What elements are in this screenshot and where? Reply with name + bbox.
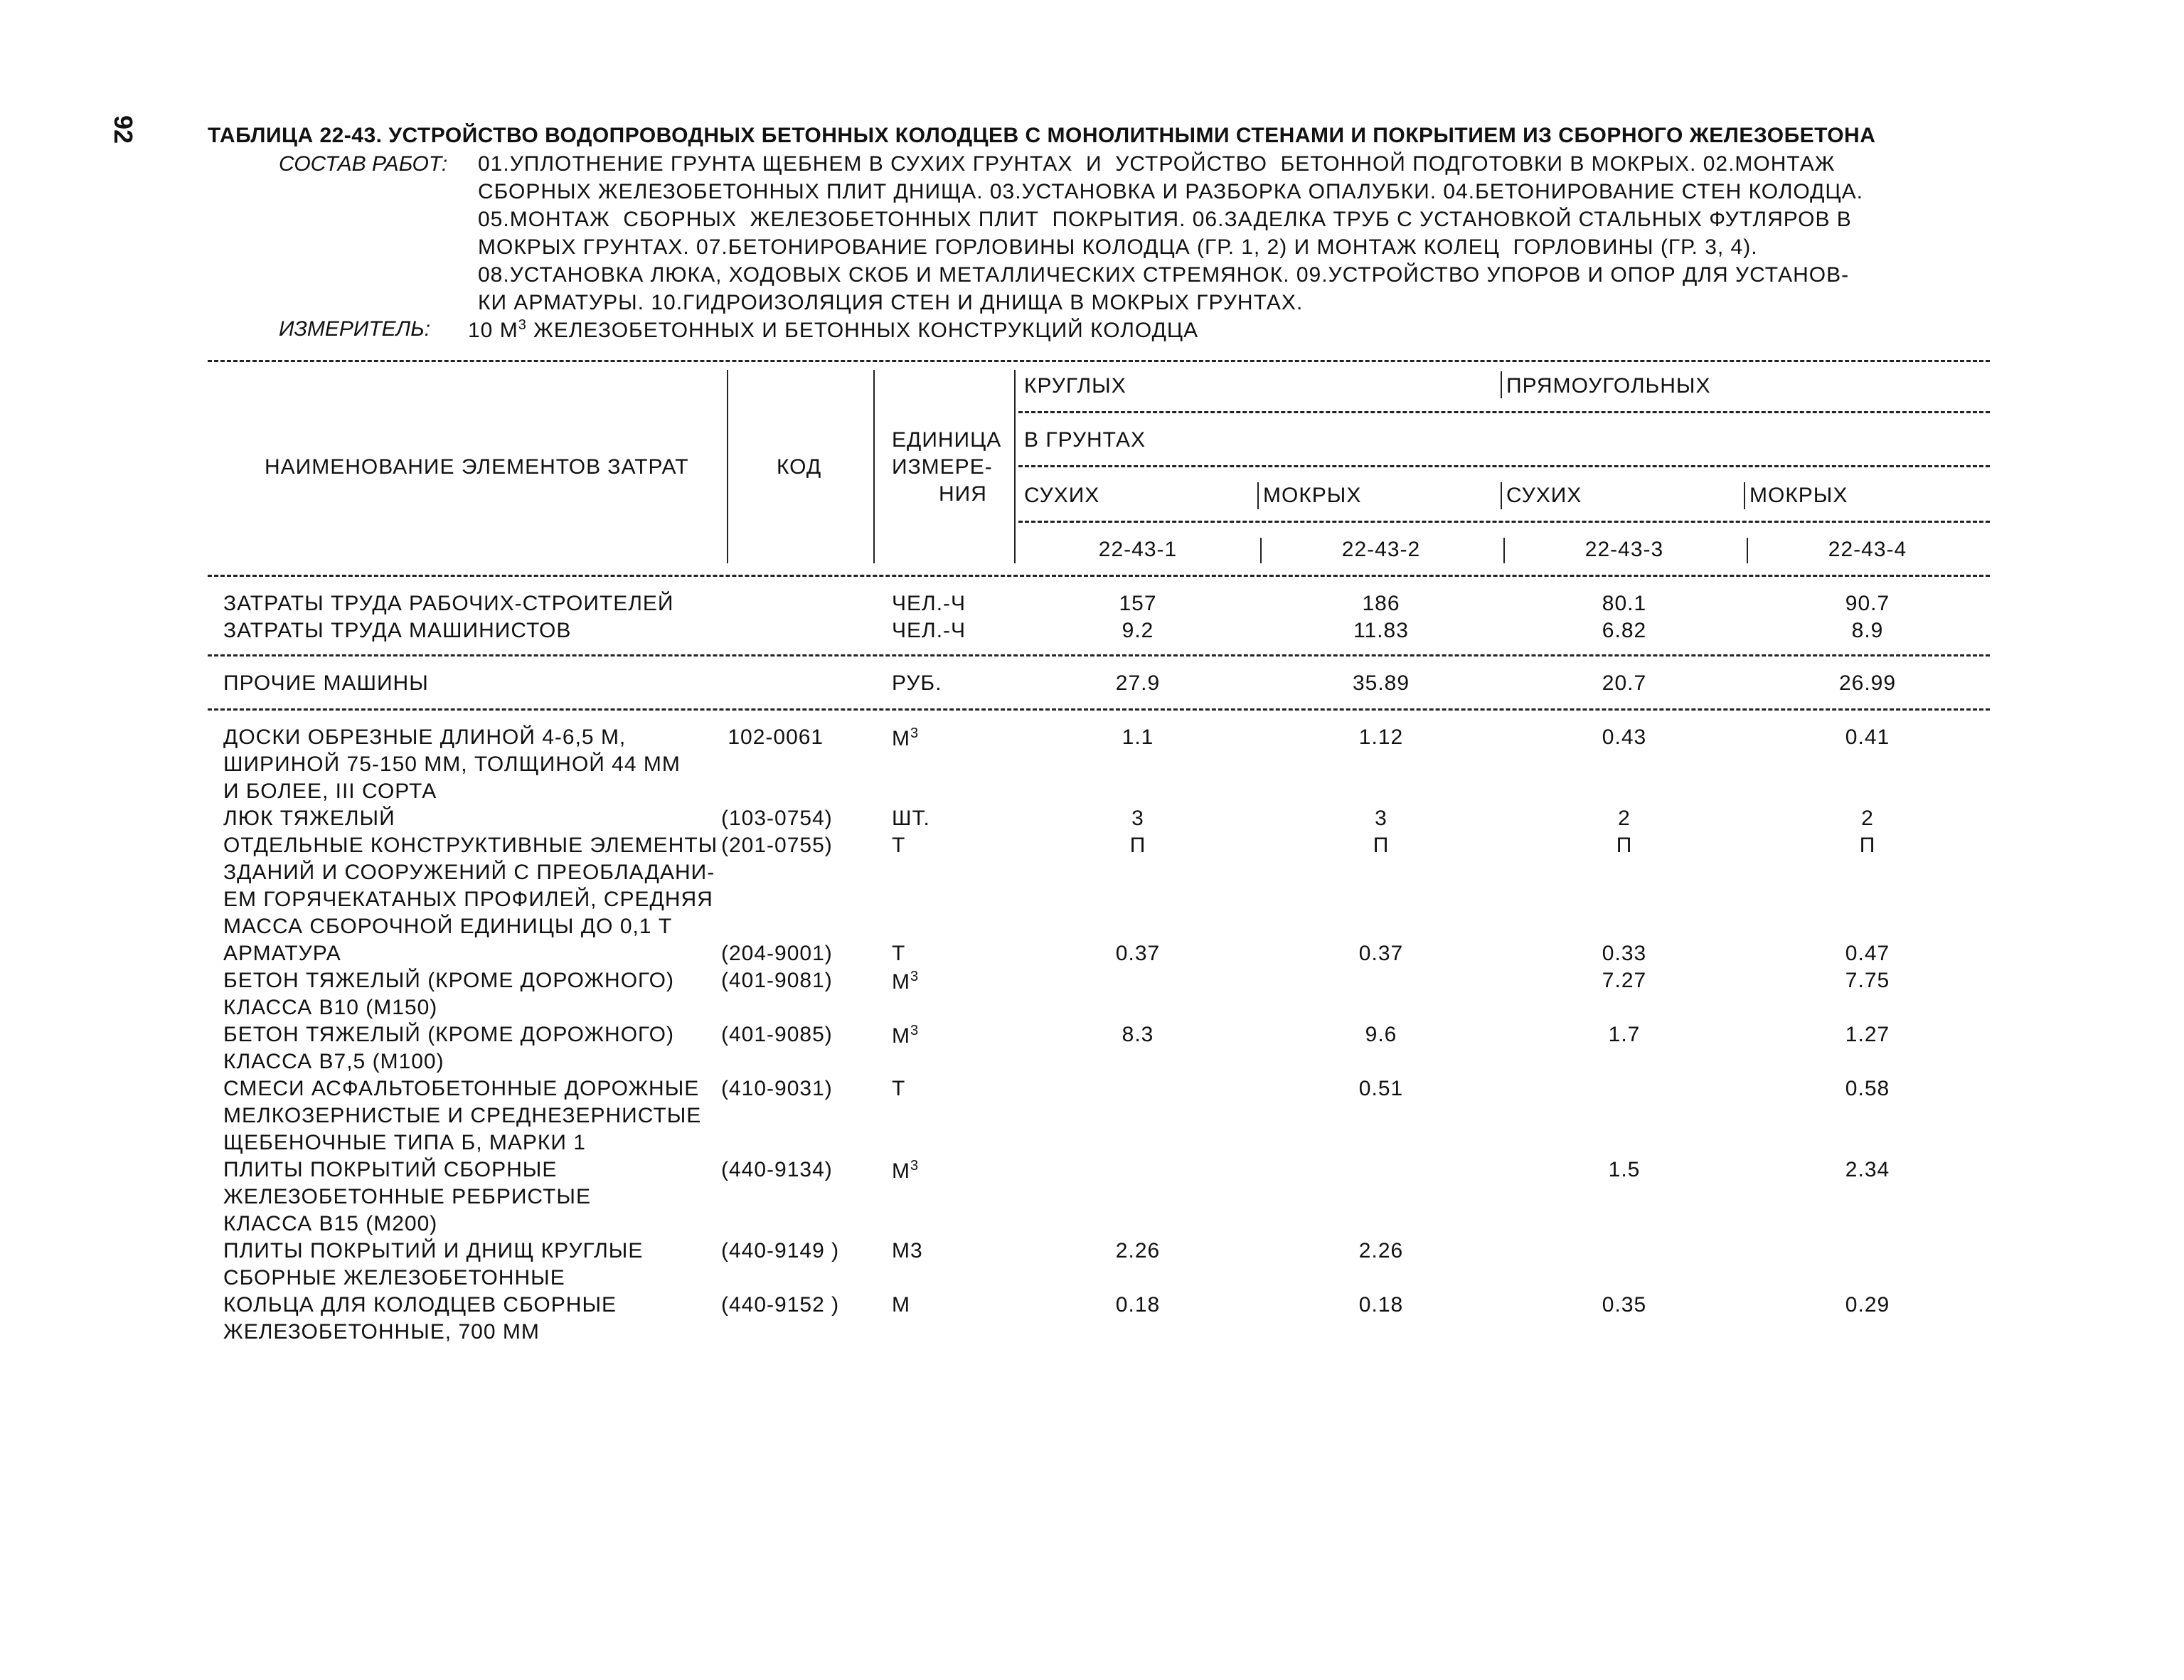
- row-name: СБОРНЫЕ ЖЕЛЕЗОБЕТОННЫЕ: [223, 1266, 565, 1290]
- row-name: КЛАССА В7,5 (М100): [223, 1050, 444, 1073]
- value-cell: 3: [1375, 807, 1387, 830]
- row-code: (440-9149 ): [721, 1239, 840, 1262]
- value-cell: 1.27: [1845, 1023, 1890, 1046]
- value-cell: 7.75: [1845, 969, 1890, 992]
- work-line: МОКРЫХ ГРУНТАХ. 07.БЕТОНИРОВАНИЕ ГОРЛОВИНЫ КОЛОДЦА (ГР. 1, 2) И МОНТАЖ КОЛЕЦ ГОРЛОВИНЫ (ГР. 3, 4).: [478, 235, 1758, 259]
- col-sep-rect: [1501, 371, 1502, 398]
- value-cell: 2: [1618, 807, 1631, 830]
- row-name: ЖЕЛЕЗОБЕТОННЫЕ, 700 ММ: [223, 1320, 540, 1344]
- row-name: ДОСКИ ОБРЕЗНЫЕ ДЛИНОЙ 4-6,5 М,: [223, 725, 627, 749]
- value-cell: П: [1859, 834, 1876, 857]
- row-unit: ЧЕЛ.-Ч: [892, 619, 966, 642]
- row-name: ПЛИТЫ ПОКРЫТИЙ И ДНИЩ КРУГЛЫЕ: [223, 1239, 644, 1262]
- row-name: ОТДЕЛЬНЫЕ КОНСТРУКТИВНЫЕ ЭЛЕМЕНТЫ: [223, 834, 718, 857]
- value-cell: 9.6: [1365, 1023, 1397, 1046]
- row-name: СМЕСИ АСФАЛЬТОБЕТОННЫЕ ДОРОЖНЫЕ: [223, 1077, 700, 1100]
- header-top-rule: [208, 360, 1990, 362]
- row-unit: ЧЕЛ.-Ч: [892, 592, 966, 615]
- work-line: 08.УСТАНОВКА ЛЮКА, ХОДОВЫХ СКОБ И МЕТАЛЛИЧЕСКИХ СТРЕМЯНОК. 09.УСТРОЙСТВО УПОРОВ И ОПОР ДЛЯ УСТАНОВ-: [478, 263, 1850, 287]
- value-cell: 0.41: [1845, 725, 1890, 749]
- header-col-2: 22-43-2: [1341, 538, 1421, 561]
- work-line: СБОРНЫХ ЖЕЛЕЗОБЕТОННЫХ ПЛИТ ДНИЩА. 03.УСТАНОВКА И РАЗБОРКА ОПАЛУБКИ. 04.БЕТОНИРОВАНИЕ СТЕН КОЛОДЦА.: [478, 180, 1863, 203]
- row-name: МЕЛКОЗЕРНИСТЫЕ И СРЕДНЕЗЕРНИСТЫЕ: [223, 1104, 702, 1127]
- header-unit-3: НИЯ: [939, 482, 987, 506]
- header-unit-1: ЕДИНИЦА: [892, 428, 1002, 452]
- value-cell: 7.27: [1602, 969, 1647, 992]
- row-code: (410-9031): [721, 1077, 833, 1100]
- header-dry-2: СУХИХ: [1506, 484, 1582, 507]
- value-cell: 157: [1119, 592, 1157, 615]
- value-cell: 0.58: [1845, 1077, 1890, 1100]
- header-bottom-rule: [208, 575, 1990, 577]
- header-in-soils: В ГРУНТАХ: [1024, 428, 1146, 452]
- row-unit: ШТ.: [892, 807, 930, 830]
- row-unit: Т: [892, 834, 906, 857]
- row-name: ПЛИТЫ ПОКРЫТИЙ СБОРНЫЕ: [223, 1158, 558, 1181]
- header-name: НАИМЕНОВАНИЕ ЭЛЕМЕНТОВ ЗАТРАТ: [265, 455, 689, 479]
- value-cell: 27.9: [1115, 671, 1161, 695]
- row-name: ШИРИНОЙ 75-150 ММ, ТОЛЩИНОЙ 44 ММ: [223, 753, 681, 776]
- value-cell: 2.34: [1845, 1158, 1890, 1181]
- value-cell: 26.99: [1838, 671, 1897, 695]
- value-cell: 3: [1131, 807, 1144, 830]
- measure-label: ИЗМЕРИТЕЛЬ:: [279, 317, 431, 341]
- value-cell: 0.29: [1845, 1293, 1890, 1317]
- row-name: КЛАССА В10 (М150): [223, 996, 438, 1019]
- row-unit: Т: [892, 1077, 906, 1100]
- value-cell: 35.89: [1352, 671, 1410, 695]
- value-cell: 9.2: [1122, 619, 1154, 642]
- value-cell: 80.1: [1602, 592, 1647, 615]
- row-name: ЕМ ГОРЯЧЕКАТАНЫХ ПРОФИЛЕЙ, СРЕДНЯЯ: [223, 888, 713, 911]
- row-name: КОЛЬЦА ДЛЯ КОЛОДЦЕВ СБОРНЫЕ: [223, 1293, 617, 1317]
- value-cell: 2.26: [1115, 1239, 1161, 1262]
- value-cell: 2: [1861, 807, 1874, 830]
- value-cell: 0.18: [1358, 1293, 1404, 1317]
- col-sep-num-2: [1260, 538, 1262, 563]
- row-name: ЗАТРАТЫ ТРУДА МАШИНИСТОВ: [223, 619, 572, 642]
- value-cell: 1.12: [1358, 725, 1404, 749]
- work-line: 01.УПЛОТНЕНИЕ ГРУНТА ЩЕБНЕМ В СУХИХ ГРУНТАХ И УСТРОЙСТВО БЕТОННОЙ ПОДГОТОВКИ В МОКРЫХ. 02.МОНТАЖ: [478, 152, 1836, 176]
- row-name: БЕТОН ТЯЖЕЛЫЙ (КРОМЕ ДОРОЖНОГО): [223, 969, 674, 992]
- row-name: МАССА СБОРОЧНОЙ ЕДИНИЦЫ ДО 0,1 Т: [223, 915, 673, 938]
- value-cell: 186: [1362, 592, 1400, 615]
- row-unit: $М^3$: [892, 725, 920, 750]
- col-sep-code: [873, 370, 875, 563]
- value-cell: 0.37: [1115, 942, 1161, 965]
- row-code: (103-0754): [721, 807, 833, 830]
- value-cell: 90.7: [1845, 592, 1890, 615]
- section-rule: [208, 708, 1990, 711]
- col-sep-wet1: [1257, 482, 1259, 509]
- row-name: И БОЛЕЕ, III СОРТА: [223, 780, 437, 803]
- value-cell: 2.26: [1358, 1239, 1404, 1262]
- header-wet-2: МОКРЫХ: [1749, 484, 1848, 507]
- value-cell: 0.51: [1358, 1077, 1404, 1100]
- value-cell: 20.7: [1602, 671, 1647, 695]
- work-line: КИ АРМАТУРЫ. 10.ГИДРОИЗОЛЯЦИЯ СТЕН И ДНИЩА В МОКРЫХ ГРУНТАХ.: [478, 291, 1304, 314]
- row-name: ЖЕЛЕЗОБЕТОННЫЕ РЕБРИСТЫЕ: [223, 1185, 591, 1208]
- value-cell: П: [1373, 834, 1390, 857]
- header-wet-1: МОКРЫХ: [1263, 484, 1362, 507]
- col-sep-num-3: [1503, 538, 1505, 563]
- value-cell: 0.43: [1602, 725, 1647, 749]
- row-name: БЕТОН ТЯЖЕЛЫЙ (КРОМЕ ДОРОЖНОГО): [223, 1023, 674, 1046]
- header-rect: ПРЯМОУГОЛЬНЫХ: [1506, 374, 1711, 398]
- value-cell: П: [1616, 834, 1633, 857]
- value-cell: 6.82: [1602, 619, 1647, 642]
- section-rule: [208, 654, 1990, 656]
- value-cell: 8.9: [1851, 619, 1884, 642]
- row-unit: М3: [892, 1239, 923, 1262]
- value-cell: 0.37: [1358, 942, 1404, 965]
- header-col-4: 22-43-4: [1828, 538, 1907, 561]
- value-cell: 1.1: [1122, 725, 1154, 749]
- header-rule-3: [1018, 521, 1990, 523]
- header-rule-1: [1018, 411, 1990, 413]
- row-code: (401-9081): [721, 969, 833, 992]
- value-cell: 0.35: [1602, 1293, 1647, 1317]
- value-cell: 8.3: [1122, 1023, 1154, 1046]
- row-unit: $М^3$: [892, 1023, 920, 1048]
- header-code: КОД: [777, 455, 822, 479]
- row-code: (204-9001): [721, 942, 833, 965]
- col-sep-name: [727, 370, 728, 563]
- row-name: ПРОЧИЕ МАШИНЫ: [223, 671, 429, 695]
- measure-text: 10 $М^3$ ЖЕЛЕЗОБЕТОННЫХ И БЕТОННЫХ КОНСТРУКЦИЙ КОЛОДЦА: [468, 317, 1199, 342]
- row-unit: $М^3$: [892, 1158, 920, 1183]
- header-dry-1: СУХИХ: [1024, 484, 1100, 507]
- col-sep-num-4: [1747, 538, 1748, 563]
- col-sep-unit: [1014, 370, 1016, 563]
- row-unit: $М^3$: [892, 969, 920, 994]
- header-col-1: 22-43-1: [1098, 538, 1178, 561]
- row-name: КЛАССА В15 (М200): [223, 1212, 438, 1235]
- header-col-3: 22-43-3: [1584, 538, 1664, 561]
- value-cell: 0.18: [1115, 1293, 1161, 1317]
- row-name: ЗАТРАТЫ ТРУДА РАБОЧИХ-СТРОИТЕЛЕЙ: [223, 592, 674, 615]
- row-name: ЩЕБЕНОЧНЫЕ ТИПА Б, МАРКИ 1: [223, 1131, 586, 1154]
- row-code: 102-0061: [721, 725, 824, 749]
- header-rule-2: [1018, 465, 1990, 467]
- table-title: ТАБЛИЦА 22-43. УСТРОЙСТВО ВОДОПРОВОДНЫХ БЕТОННЫХ КОЛОДЦЕВ С МОНОЛИТНЫМИ СТЕНАМИ И ПОКРЫТИЕМ ИЗ СБОРНОГО ЖЕЛЕЗОБЕТОНА: [208, 124, 1876, 147]
- value-cell: 0.33: [1602, 942, 1647, 965]
- col-sep-dry2: [1501, 482, 1502, 509]
- row-unit: Т: [892, 942, 906, 965]
- value-cell: 11.83: [1353, 619, 1409, 642]
- header-round: КРУГЛЫХ: [1024, 374, 1126, 398]
- work-line: 05.МОНТАЖ СБОРНЫХ ЖЕЛЕЗОБЕТОННЫХ ПЛИТ ПОКРЫТИЯ. 06.ЗАДЕЛКА ТРУБ С УСТАНОВКОЙ СТАЛЬНЫХ ФУТЛЯРОВ В: [478, 208, 1852, 231]
- row-name: ЛЮК ТЯЖЕЛЫЙ: [223, 807, 395, 830]
- row-code: (440-9134): [721, 1158, 833, 1181]
- row-code: (440-9152 ): [721, 1293, 840, 1317]
- value-cell: П: [1129, 834, 1146, 857]
- work-label: СОСТАВ РАБОТ:: [279, 152, 448, 176]
- col-sep-wet2: [1744, 482, 1745, 509]
- value-cell: 1.7: [1608, 1023, 1641, 1046]
- row-code: (201-0755): [721, 834, 833, 857]
- row-unit: М: [892, 1293, 910, 1317]
- value-cell: 1.5: [1608, 1158, 1641, 1181]
- row-name: ЗДАНИЙ И СООРУЖЕНИЙ С ПРЕОБЛАДАНИ-: [223, 861, 715, 884]
- page-number: 92: [109, 115, 138, 144]
- value-cell: 0.47: [1845, 942, 1890, 965]
- row-name: АРМАТУРА: [223, 942, 341, 965]
- row-unit: РУБ.: [892, 671, 942, 695]
- row-code: (401-9085): [721, 1023, 833, 1046]
- header-unit-2: ИЗМЕРЕ-: [892, 455, 993, 479]
